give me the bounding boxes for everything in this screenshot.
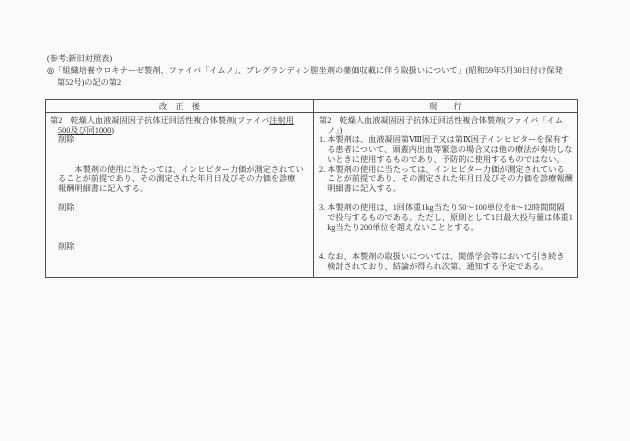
- usage-paragraph: [58, 165, 311, 194]
- text-line: る患者について、頭蓋内出血等緊急の場合又は他の療法が奏功しな: [319, 145, 573, 155]
- deleted-marker-2: 削除: [58, 203, 75, 213]
- revised-product-text: 第2 乾燥人血液凝固因子抗体迂回活性複合体製剤(ファイバ: [50, 116, 270, 125]
- current-item-2: [319, 165, 575, 194]
- text-line: で投与するものである。ただし、原則として1日最大投与量は体重1: [319, 213, 573, 223]
- revised-product-line-1: [50, 116, 311, 126]
- spacer: [50, 194, 311, 204]
- text-line: 3. 本製剤の使用は、1回体重1kg当たり50〜100単位を8〜12時間間隔: [319, 203, 565, 213]
- revised-close-paren: ): [111, 125, 114, 135]
- text-line: ことが前提であり、その測定された年月日及びその力価を診療報酬: [319, 174, 573, 184]
- document-title: ◎「組織培養ウロキナーゼ製剤、ファイバ「イムノ」、プレグランディン腟坐剤の薬価収載に伴う取扱いについて」(昭和59年5月30日付け保発: [47, 66, 563, 75]
- text-line: 検討されており、結論が得られ次第、通知する予定である。: [319, 261, 549, 271]
- comparison-table: [45, 99, 578, 278]
- document-header: [0, 0, 630, 89]
- current-column-header: 現 行: [314, 100, 578, 113]
- revised-column-header: 改 正 後: [46, 100, 314, 113]
- comparison-table-header-row: [46, 100, 578, 113]
- deleted-marker-1: 削除: [58, 135, 75, 145]
- text-line: kg当たり200単位を超えないこととする。: [319, 222, 479, 232]
- current-item-4: [319, 252, 575, 271]
- text-line: 本製剤の使用に当たっては、インヒビター力価が測定されてい: [58, 164, 304, 174]
- current-item-1: [319, 135, 575, 164]
- revised-underlined-text-1: 注射用: [269, 116, 294, 125]
- revised-cell: [46, 113, 314, 278]
- deleted-marker-3: 削除: [58, 242, 75, 252]
- revised-underlined-text-2: 500及び同1000: [58, 125, 112, 135]
- comparison-table-body-row: [46, 113, 578, 278]
- text-line: ることが前提であり、その測定された年月日及びその力価を診療: [58, 174, 296, 184]
- text-line: 報酬明細書に記入する。: [58, 183, 149, 193]
- spacer: [50, 213, 311, 242]
- spacer: [50, 145, 311, 164]
- revised-product-line-2: [58, 126, 311, 136]
- text-line: 4. なお、本製剤の取扱いについては、関係学会等において引き続き: [319, 251, 565, 261]
- text-line: いときに使用するものであり、予防的に使用するものではない。: [319, 154, 565, 164]
- current-product-heading: [319, 116, 575, 135]
- text-line: 1. 本製剤は、血液凝固第Ⅷ因子又は第Ⅸ因子インヒビターを保有す: [319, 135, 570, 145]
- current-cell: [314, 113, 578, 278]
- text-line: 明細書に記入する。: [319, 183, 401, 193]
- current-item-3: [319, 203, 575, 232]
- text-line: 2. 本製剤の使用に当たっては、インヒビター力価が測定されている: [319, 164, 565, 174]
- text-line: 第2 乾燥人血液凝固因子抗体迂回活性複合体製剤(ファイバ「イム: [319, 116, 563, 125]
- reference-note: (参考:新旧対照表): [47, 54, 113, 63]
- document-title-continuation: 第52号)の記の第2: [57, 78, 122, 87]
- text-line: ノ」): [319, 125, 343, 135]
